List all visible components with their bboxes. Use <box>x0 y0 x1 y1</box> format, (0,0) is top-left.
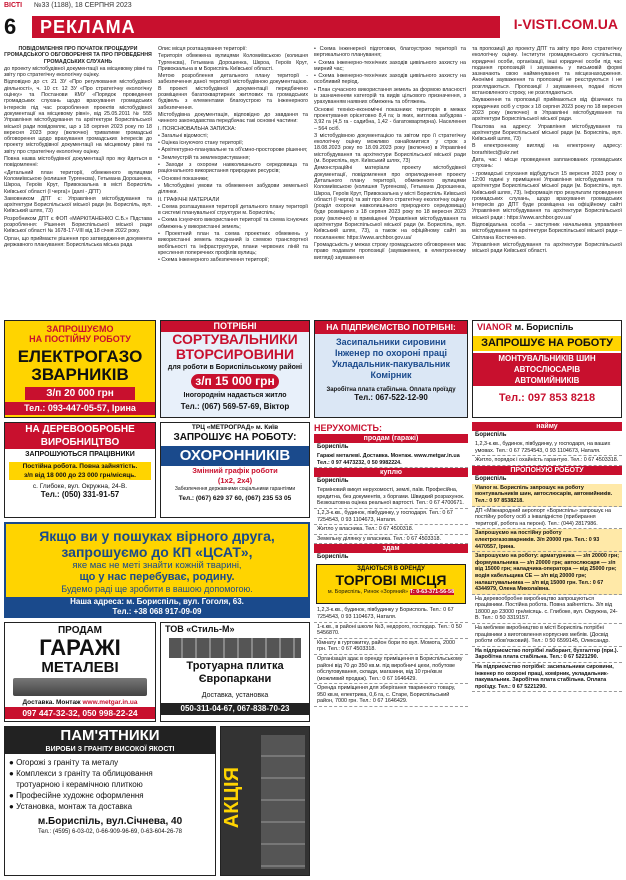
article-paragraph: • Землеустрій та землекористування; <box>158 154 250 161</box>
ad-line: Іногороднім надається житло <box>183 392 287 399</box>
ad-salary: з/п 15 000 грн <box>191 374 279 389</box>
classifieds-col-2 <box>472 422 622 878</box>
ad-line: Постійна робота. Повна зайнятість. <box>9 462 151 471</box>
classified-item: Гаражі металеві. Доставка. Монтаж. www.metgar.in.ua Тел.: 0 97 4473232, 0 50 9982224. <box>314 452 468 468</box>
ad-line: ТРЦ «МЕТРОГРАД» м. Київ <box>191 424 279 431</box>
ad-phone: Тел.: 097 853 8218 <box>498 392 596 404</box>
classified-item: На підприємство потрібні лаборант, бухгалтер (при.). Заробітна плата стабільна. Тел.: 0 67 5221290. <box>472 647 622 663</box>
article-title: ПОВІДОМЛЕННЯ ПРО ПОЧАТОК ПРОЦЕДУРИ ГРОМАДСЬКОГО ОБГОВОРЕННЯ ТА ПРО ПРОВЕДЕННЯ ГРОМАДСЬКИХ СЛУХАНЬ <box>4 46 152 65</box>
ad-vianor[interactable] <box>472 320 622 418</box>
list-item-label: Огорожі з граніту та металу <box>16 758 119 767</box>
ad-line: ЗДАЮТЬСЯ В ОРЕНДУ <box>357 566 425 573</box>
ad-headline: ЗВАРНИКІВ <box>31 365 129 384</box>
classified-item: Житло у власника. Тел.: 0 67 4500318. <box>314 525 468 535</box>
article-paragraph: • Містобудівні умови та обмеження забудови земельної ділянки. <box>158 182 308 196</box>
ad-line: АВТОМИЙНИКІВ <box>473 375 621 386</box>
classified-city: Бориспіль <box>317 554 349 561</box>
ad-headline: ЕЛЕКТРОГАЗО <box>17 347 143 366</box>
ad-line: ЗАПРОШУЄМО <box>46 324 114 334</box>
garage-image <box>13 678 147 696</box>
article-paragraph: В електронному вигляді на електронну адресу: borarhitect@ukr.net <box>472 143 622 156</box>
bullet-icon: ● <box>9 802 17 811</box>
ad-paving[interactable] <box>160 622 310 722</box>
classified-category: куплю <box>314 468 468 477</box>
article-paragraph: • Схема існуючого використання території та схема існуючих обмежень у використанні земель; <box>158 217 308 230</box>
classified-item: На деревообробне виробництво запрошуються працівники. Постійна робота. Повна зайнятість. З/п від 18000 до 23000 грн/місяць. с. Глибоке, вул. Окружна, 24-В. Тел.: 0 50 3319157. <box>472 595 622 624</box>
ad-headline: ГАРАЖІ <box>39 635 121 660</box>
ad-line: запрошуємо до КП «ЦСАТ», <box>61 544 253 560</box>
classified-item: Запрошуємо на роботу: арматурника — з/п 20000 грн; формувальника — з/п 20000 грн; автослюсаря — з/п від 15000 грн; наладчика-оператора — від 25000 грн; водія кабельщика СЕ — з/п від 20000 грн; налаштувальника — з/п від 15000 грн. Тел.: 0 67 4344979, Олена Миколаївна. <box>472 552 622 595</box>
ad-line: ВИРОБИ З ГРАНІТУ ВИСОКОЇ ЯКОСТІ <box>5 745 215 754</box>
ad-phone: Тел.: (067) 629 37 60, (067) 235 53 05 <box>178 495 292 502</box>
article-paragraph: Орган, що приймаєте рішення про затвердження документа державного планування: Бориспільська міська рада <box>4 235 152 248</box>
article-paragraph: Управління містобудування та архітектури Бориспільської міської ради Київської області. <box>472 241 622 255</box>
article-paragraph: Громадськість у межах строку громадського обговорення має право подавати пропозиції (зауваження, в електронному вигляді) зауваження <box>314 241 466 261</box>
classified-category: найму <box>472 422 622 431</box>
promo-image <box>261 735 305 869</box>
section-title: РЕКЛАМА <box>32 16 500 38</box>
ad-line: Укладальник-пакувальник <box>331 359 451 369</box>
ad-sorters[interactable] <box>160 320 310 418</box>
article-paragraph: • Загальні відомості; <box>158 132 208 139</box>
ad-city: м. Бориспіль <box>514 322 574 332</box>
page-number: 6 <box>4 14 17 39</box>
ad-monuments[interactable] <box>4 726 216 876</box>
classified-item: Житло, порядок і охайність гарантую. Тел.: 0 67 4503318. <box>472 456 622 466</box>
ad-address: м.Бориспіль, вул.Січнева, 40 <box>37 816 183 827</box>
classified-city: Бориспіль <box>475 475 507 482</box>
article-col-1 <box>4 46 152 318</box>
classified-item: 1,2,3-к.кв., будинок, півбудинку, у господаря. Тел.: 0 67 7254543, 0 93 1104673, Наталя. <box>314 509 468 525</box>
classified-category: ПРОПОНУЮ РОБОТУ <box>472 466 622 475</box>
classified-city: Бориспіль <box>317 444 349 450</box>
classified-category: продам (гаражі) <box>314 434 468 443</box>
masthead-strip <box>0 0 626 12</box>
ad-promo[interactable] <box>220 726 310 876</box>
article-paragraph: • Схема інженерно-технічних заходів цивільного захисту на особливий період. <box>314 73 466 86</box>
ad-line: МОНТУВАЛЬНИКІВ ШИН <box>473 353 621 364</box>
ad-line: Якщо ви у пошуках вірного друга, <box>39 528 275 544</box>
article-paragraph: Дата, час і місце проведення запланованих громадських слухань: <box>472 157 622 170</box>
ad-line: Комірник <box>370 370 412 380</box>
article-paragraph: • Архітектурно-планувальне та об'ємно-просторове рішення; <box>158 147 308 154</box>
article-paragraph: та пропозиції до проекту ДПТ та звіту про його стратегічну екологічну оцінку. Інститути громадянського суспільства, юридичні особи, організації, інші юридичні особи під час подання пропозицій і зауважень у письмовій формі зазначають свою найменування та місцезнаходження. Анонімні зауваження та пропозиції не реєструються і не розглядаються. Пропозиції / зауваження, подані після встановленого строку, не розглядаються. <box>472 46 622 97</box>
classified-city: Бориспіль <box>475 432 507 438</box>
list-item <box>9 757 211 768</box>
list-item-label: Комплекси з граніту та облицювання <box>16 769 153 778</box>
ad-headline: ВТОРСИРОВИНИ <box>175 346 295 362</box>
article-paragraph: Повна назва містобудівної документації про яку йдеться в повідомленні: <box>4 156 152 169</box>
classified-item: 1,2,3-к.кв., будинок, півбудинку у Борисполь. Тел.: 0 67 7254543, 0 93 1104673, Наталя. <box>314 606 468 622</box>
article-paragraph: • Проектний план та схема проектних обмежень у використанні земель поєднаний із схемою транспортної мобільності та інфраструктури, плани червоних ліній та креслення поперечних профілів вулиць; <box>158 231 308 256</box>
ad-line: ЗАПРОШУЮТЬСЯ ПРАЦІВНИКИ <box>25 451 135 458</box>
ad-phone: 097 447-32-32, 050 998-22-24 <box>5 707 155 719</box>
list-item <box>9 790 211 801</box>
article-paragraph: Замовником ДПТ є: Управління містобудування та архітектури Бориспільської міської ради (м. Бориспіль, вул. Київський шлях, 73) <box>4 195 152 215</box>
ad-phone: Тел.: +38 068 917-09-09 <box>6 607 308 617</box>
classified-item: Оренда приміщення для зберігання тваринного товару, 950 кв.м, електрика, 0,6 га, с. Старе, Бориспільський район, 7000 грн. Тел.: 0 67 1646429. <box>314 684 468 707</box>
classified-item: Терміновий викуп нерухомості, землі, паїв. Професійна, кредитна, без документів, з боргами. Швидкий розрахунок. Безкоштовна оцінка реальної вартості. Тел.: 0 67 4700671. <box>314 486 468 509</box>
ad-line: Будемо раді ще зробити в вашою допомогою. <box>61 584 253 594</box>
list-item <box>9 801 211 812</box>
paving-image <box>169 638 301 658</box>
article-col-2 <box>158 46 308 318</box>
ad-phone: Тел.: (4595) 6-03-02, 0-66-909-96-69, 0-63-604-26-78 <box>37 829 183 835</box>
classified-item: Організація здає в оренду приміщення в Бориспільському районі від 70 до 350 кв.м. під виробничі цехи, побутове обслуговування, склади, магазини, від 10 грн/кв.м (можливий продаж). Тел.: 0 67 1646429. <box>314 655 468 684</box>
article-paragraph: Містобудівна документація, відповідно до завдання та чинного законодавства передбачає такі основні частини: <box>158 111 308 125</box>
ad-title: НА ПІДПРИЄМСТВО ПОТРІБНІ: <box>315 321 467 334</box>
article-paragraph: • Схема інженерно-технічних заходів цивільного захисту на мирний час; <box>314 59 466 72</box>
ad-headline: ОХОРОННИКІВ <box>161 446 309 466</box>
classified-item: Vianor м. Бориспіль запрошує на роботу монтувальників шин, автослюсарів, автомийників. Тел.: 0 97 8538218. <box>472 484 622 507</box>
ad-headline: АКЦІЯ <box>221 767 243 829</box>
ad-headline: НА ДЕРЕВООБРОБНЕ <box>5 423 155 436</box>
classified-category: здам <box>314 544 468 553</box>
article-paragraph: до проекту містобудівної документації на місцевому рівні та звіту про стратегічну екологічну оцінку. <box>4 65 152 79</box>
article-paragraph: • Схема інженерного забезпечення території; <box>158 257 269 264</box>
ad-security[interactable] <box>160 422 310 518</box>
ad-line: с. Глибоке, вул. Окружна, 24-В. <box>32 483 128 490</box>
article-col-4 <box>472 46 622 318</box>
ad-website[interactable]: www.metgar.in.ua <box>82 699 138 706</box>
ad-woodwork[interactable] <box>4 422 156 518</box>
article-paragraph: • Заходи з охорони навколишнього середовища та раціонального використання природних ресурсів; <box>158 162 308 175</box>
article-paragraph: Опис місця розташування території: <box>158 46 247 52</box>
article-paragraph: • Схема розташування території детального плану території в системі планувальної структури м. Бориспіль; <box>158 203 308 217</box>
ad-line: Заробітна плата стабільна. Оплата проїзду <box>326 387 456 393</box>
article-paragraph: Основні техніко-економічні показники: територія в межах проектування орієнтовно 8,4 га; із яких, житлова забудова - 3,92 га (4,5 га - садибна, 1,42 - багатоквартирна). Населення – 564 осіб. <box>314 106 466 132</box>
ad-address: Наша адреса: м. Бориспіль, вул. Гоголя, 63. <box>6 597 308 607</box>
ad-phone: Тел.: 067-522-12-90 <box>354 393 428 402</box>
ad-headline: МЕТАЛЕВІ <box>41 659 119 676</box>
ad-line: м. Бориспіль, Ринок «Зоряний» <box>327 589 409 596</box>
ad-line: ТОВ «Стиль-М» <box>165 624 235 634</box>
classified-item: 1,2,3-к.кв., будинок, півбудинку, у господаря, на ваших умовах. Тел.: 0 67 7254543, 0 93 1104673, Наталя. <box>472 440 622 456</box>
ad-phone: 050-311-04-67, 067-838-70-23 <box>161 703 309 715</box>
article-paragraph: ІІ. ГРАФІЧНІ МАТЕРІАЛИ <box>158 196 220 203</box>
bullet-icon: ● <box>9 769 17 778</box>
paper-name: ВІСТІ <box>4 2 23 9</box>
ad-headline: СОРТУВАЛЬНИКИ <box>172 331 298 347</box>
article-col-3 <box>314 46 466 318</box>
ad-headline: ЗАПРОШУЄ НА РОБОТУ <box>473 336 621 351</box>
article-paragraph: Демонстраційні матеріали проекту містобудівної документації, повідомлення про оприлюднення проекту Детального плану території, обмеженого вулицями Коломиївською (колишня Тургенєва), Гетьмана Дорошенка, Шкроа, Героїв Крут, Привокзальна у місті Бориспіль Київської області (І черга) та звіт про його стратегічну екологічну оцінку (розділ охорони навколишнього природного середовища) буде розміщено з 18 серпня 2023 року по 18 вересня 2023 року (включно) в приміщенні Управління містобудування та архітектури Бориспільської міської ради (м. Бориспіль, вул. Київський шлях, 73), а також на офіційному сайті за посиланням: https://www.archbor.gov.ua/ <box>314 165 466 241</box>
ad-retail-space[interactable] <box>316 564 466 604</box>
ad-phone: Тел.: (050) 331-91-57 <box>40 490 120 499</box>
article-paragraph: Відповідальна особа – заступник начальника управління містобудування та архітектури Бориспільської міської ради – Світлана Костюченко. <box>472 222 622 241</box>
article-paragraph: Територія обмежена вулицями Коломиївською (колишня Тургенєва), Гетьмана Дорошенка, Шкроа, Героїв Крут, Привокзальна в м Бориспіль Київської області. <box>158 53 308 72</box>
article-paragraph: Розробником ДПТ є ФОП «МАРКІТАНЕНКО С.Б.» Підстава розроблення: Рішення Бориспільської міської ради Київської області № 1678-17-VIII від 18 січня 2022 року. <box>4 215 152 235</box>
ad-line: АВТОСЛЮСАРІВ <box>473 364 621 375</box>
ad-line: Змінний графік роботи <box>192 466 278 475</box>
classified-item: На меблеве виробництво в місті Бориспіль потрібні працівники з виготовлення корпусних меблів. (Досвід роботи обов'язковий). Тел.: 0 50 6599145, Олександр. <box>472 624 622 647</box>
ad-factory-jobs[interactable] <box>314 320 468 418</box>
list-item <box>9 779 211 790</box>
article-paragraph: Зауваження та пропозиції приймаються від фізичних та юридичних осіб у строк з 18 серпня 2023 року по 18 вересня 2023 року (включно) в Управлінні містобудування та архітектури Бориспільської міської ради. <box>472 97 622 123</box>
article-paragraph: «Детальний план території, обмеженого вулицями Коломиївською (колишня Тургенєва), Гетьмана Дорошенка, Шкроа, Героїв Крут, Привокзальна в місті Бориспіль Київської області (І черга)» (далі - ДПТ) <box>4 169 152 195</box>
ad-line: для роботи в Бориспільському районі <box>167 364 303 371</box>
ad-line: Доставка, установка <box>201 692 269 699</box>
classified-item: 1-к.кв., в районі школи №3, недорого, господар. Тел.: 0 50 5456870. <box>314 623 468 639</box>
ad-headline: Тротуарна плитка <box>186 660 284 672</box>
ad-line: яке має не меті знайти кожній тварині, <box>72 560 242 571</box>
ad-headline: ЗАПРОШУЄ НА РОБОТУ: <box>173 432 297 443</box>
site-link[interactable]: I-VISTI.COM.UA <box>513 16 618 32</box>
ad-line: ПРОДАМ <box>57 625 103 636</box>
classified-item: Запрошуємо на постійну роботу електрогазозварників. З/п 20000 грн. Тел.: 0 93 4470557, Ірина. <box>472 529 622 552</box>
issue-date: №33 (1188), 18 СЕРПНЯ 2023 <box>34 2 132 9</box>
ad-line: Інженер по охороні праці <box>334 348 448 358</box>
vianor-logo: VIANOR <box>477 322 513 332</box>
list-item <box>9 768 211 779</box>
ad-line: з/п від 18 000 до 23 000 грн/місяць. <box>9 471 151 480</box>
article-paragraph: Метою розроблення детального плану території - забезпечення даної території містобудівною документацією. В проекті містобудівної документації передбачено розміщення багатоквартирних житлових та громадських будівель з елементами благоустрою та інженерного забезпечення. <box>158 73 308 111</box>
ad-phone: Тел.: 093-447-05-57, Ірина <box>5 402 155 415</box>
ad-phone: Т: 0-63-371-56-58 <box>409 589 455 596</box>
ad-phone: Тел.: (067) 569-57-69, Віктор <box>180 402 290 411</box>
ad-animal-shelter[interactable] <box>4 522 310 618</box>
article-paragraph: • Схема інженерної підготовки, благоустрою території та вертикального планування; <box>314 46 466 59</box>
ad-salary: З/п 20 000 грн <box>25 387 135 400</box>
ad-line: Забезпечення державними соціальними гарантіями <box>174 486 296 492</box>
ad-line: Доставка. Монтаж <box>22 699 81 706</box>
article-paragraph: Поштова на адресу: Управління містобудування та архітектури Бориспільської міської ради (м. Бориспіль, вул. Київський шлях, 73) <box>472 123 622 143</box>
classified-item: На підприємство потрібні: засипальники сировини, інженер по охороні праці, комірник, укладальник-пакувальник. Заробітна плата стабільна. Оплата проїзду. Тел.: 0 67 5221290. <box>472 663 622 692</box>
article-paragraph: - громадські слухання відбудуться 15 вересня 2023 року о 12:00 годині у приміщенні Управління містобудування та архітектури Бориспільської міської ради (м. Бориспіль, вул. Київський шлях, 73). Інформація про результати проведення громадських слухань, щодо врахування громадських інтересів до ДПТ буде розміщена на офіційному сайті Управління містобудування та архітектури Бориспільської міської ради : https://www.archbor.gov.ua/ <box>472 170 622 221</box>
list-item-label: Професійне художнє оформлення <box>16 791 144 800</box>
classified-item: ДП «Міжнародний аеропорт «Бориспіль» запрошує на постійну роботу осіб з інвалідністю (прибирання території, робота на пероні). Тел.: (044) 2817986. <box>472 507 622 530</box>
list-item-label: тротуарною і керамічною плиткою <box>16 780 143 789</box>
classified-heading: НЕРУХОМІСТЬ: <box>314 423 382 433</box>
classified-item: Кімнату в гуртожитку, район бори по вул. Момота, 2000 грн. Тел.: 0 67 4503318. <box>314 639 468 655</box>
ad-line: Засипальники сировини <box>336 337 446 347</box>
article-paragraph: • Основні показники; <box>158 175 209 182</box>
list-item-label: Установка, монтаж та доставка <box>16 802 133 811</box>
article-paragraph: • План сучасного використання земель за формою власності із зазначенням категорій та видів цільового призначення, з урахуванням наявних обмежень та обтяжень. <box>314 86 466 106</box>
classified-city: Бориспіль <box>317 478 349 485</box>
ad-line: (1х2, 2х4) <box>217 476 253 485</box>
ad-welders[interactable] <box>4 320 156 418</box>
article-paragraph: Відповідно до ст. 21 ЗУ «Про регулювання містобудівної діяльності», ч. 10 ст. 12 ЗУ «Про стратегічну екологічну оцінку» та Постанови КМУ «Порядок проведення громадських слухань щодо врахування громадських інтересів під час розроблення проектів містобудівної документації на місцевому рівні», від 25.05.2011 № 555 Управління містобудування та архітектури Бориспільської міської ради повідомляє, що з 18 серпня 2023 року по 18 вересня 2023 року (включно) триватиме громадські обговорення щодо врахування громадських інтересів до проекту містобудівної документації на місцевому рівні та звіту про стратегічну екологічну оцінку. <box>4 79 152 155</box>
article-paragraph: І. ПОЯСНЮВАЛЬНА ЗАПИСКА: <box>158 125 237 132</box>
classified-item: Земельну ділянку у власника. Тел.: 0 67 4503318. <box>314 535 468 545</box>
ad-line: що у нас перебуває, родину. <box>79 571 235 583</box>
ad-headline: ПАМ'ЯТНИКИ <box>5 727 215 745</box>
article-paragraph: • Оцінка існуючого стану території; <box>158 140 244 147</box>
article-paragraph: З містобудівною документацією та звітом про її стратегічну екологічну оцінку можливо ознайомитися у строк з 18.08.2023 року по 18.09.2023 року (включно) в Управлінні містобудування та архітектури Бориспільської міської ради (м. Бориспіль, вул. Київський шлях, 73) <box>314 132 466 165</box>
bullet-icon: ● <box>9 791 17 800</box>
ad-line: ПОТРІБНІ <box>161 321 309 332</box>
bullet-icon: ● <box>9 758 17 767</box>
classifieds-col-1 <box>314 422 468 878</box>
ad-headline: ТОРГОВІ МІСЦЯ <box>335 572 447 589</box>
ad-headline: ВИРОБНИЦТВО <box>5 436 155 449</box>
ad-headline: Європаркани <box>198 673 272 685</box>
ad-garages[interactable] <box>4 622 156 722</box>
ad-line: НА ПОСТІЙНУ РОБОТУ <box>29 334 131 344</box>
